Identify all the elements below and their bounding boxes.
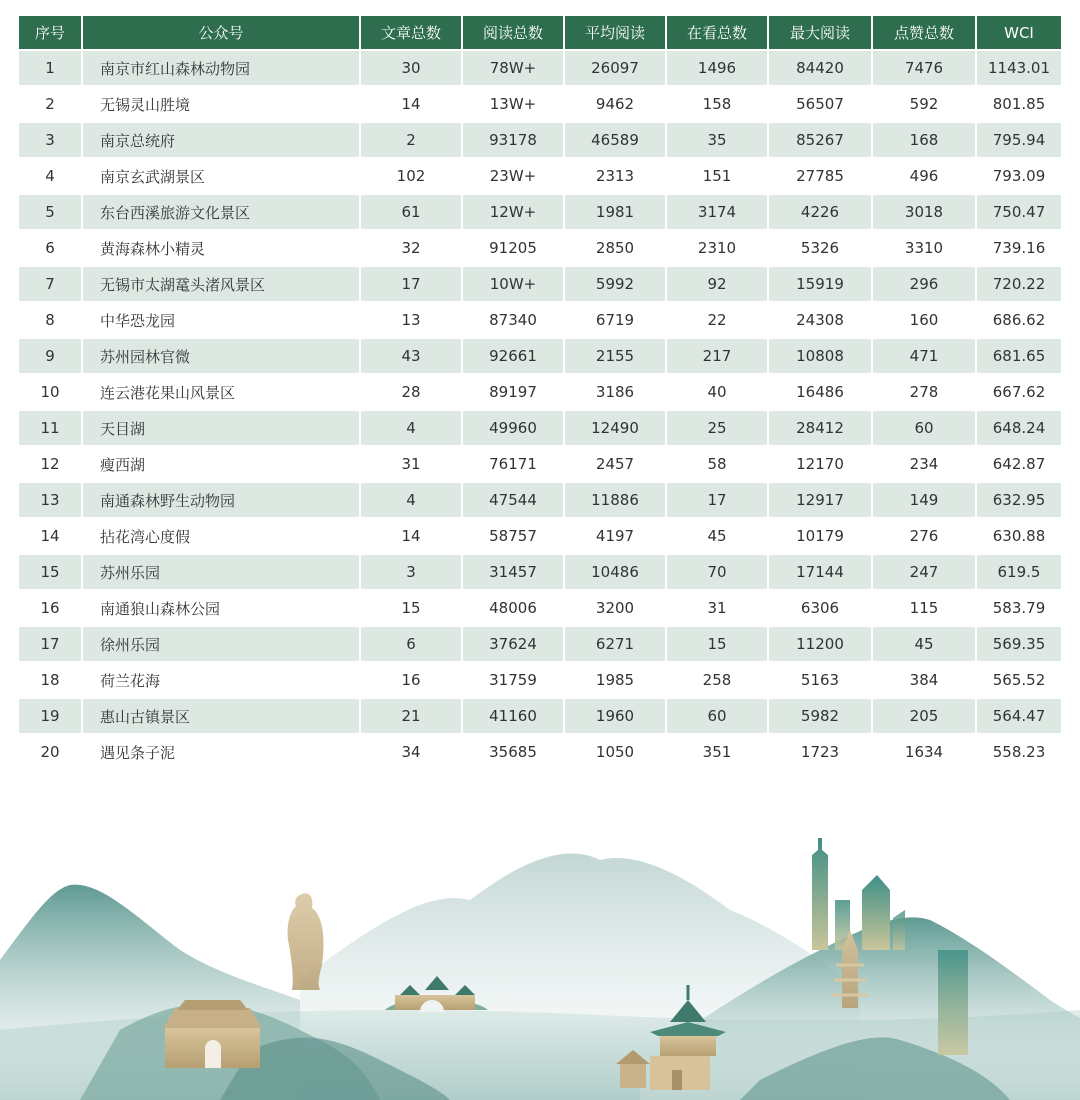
- header-total-likes-seen: 在看总数: [667, 16, 767, 51]
- cell-rank: 5: [19, 195, 81, 231]
- cell-wci: 1143.01: [977, 51, 1061, 87]
- cell-max-reads: 12917: [769, 483, 871, 519]
- cell-account: 南通狼山森林公园: [83, 591, 359, 627]
- cell-max-reads: 24308: [769, 303, 871, 339]
- table-row: [19, 267, 1061, 303]
- cell-max-reads: 56507: [769, 87, 871, 123]
- cell-total-upvotes: 149: [873, 483, 975, 519]
- cell-total-seen: 17: [667, 483, 767, 519]
- cell-max-reads: 5982: [769, 699, 871, 735]
- cell-avg-reads: 9462: [565, 87, 665, 123]
- cell-rank: 7: [19, 267, 81, 303]
- cell-rank: 2: [19, 87, 81, 123]
- cell-total-seen: 1496: [667, 51, 767, 87]
- cell-wci: 681.65: [977, 339, 1061, 375]
- cell-total-seen: 351: [667, 735, 767, 771]
- cell-wci: 642.87: [977, 447, 1061, 483]
- cell-total-reads: 92661: [463, 339, 563, 375]
- table-row: [19, 51, 1061, 87]
- cell-account: 徐州乐园: [83, 627, 359, 663]
- cell-total-seen: 258: [667, 663, 767, 699]
- cell-rank: 6: [19, 231, 81, 267]
- table-row: [19, 123, 1061, 159]
- cell-articles: 3: [361, 555, 461, 591]
- cell-rank: 9: [19, 339, 81, 375]
- cell-total-reads: 78W+: [463, 51, 563, 87]
- cell-rank: 8: [19, 303, 81, 339]
- cell-account: 苏州园林官微: [83, 339, 359, 375]
- table-row: [19, 87, 1061, 123]
- table-body: [19, 51, 1061, 771]
- cell-max-reads: 1723: [769, 735, 871, 771]
- cell-articles: 30: [361, 51, 461, 87]
- cell-avg-reads: 3200: [565, 591, 665, 627]
- cell-account: 无锡灵山胜境: [83, 87, 359, 123]
- cell-wci: 720.22: [977, 267, 1061, 303]
- cell-avg-reads: 2155: [565, 339, 665, 375]
- cell-account: 南京玄武湖景区: [83, 159, 359, 195]
- cell-articles: 4: [361, 411, 461, 447]
- cell-total-upvotes: 1634: [873, 735, 975, 771]
- cell-total-reads: 10W+: [463, 267, 563, 303]
- cell-articles: 61: [361, 195, 461, 231]
- cell-rank: 14: [19, 519, 81, 555]
- cell-avg-reads: 1985: [565, 663, 665, 699]
- cell-total-upvotes: 496: [873, 159, 975, 195]
- cell-articles: 13: [361, 303, 461, 339]
- statue-figure: [288, 893, 324, 990]
- cell-total-reads: 31457: [463, 555, 563, 591]
- cell-account: 苏州乐园: [83, 555, 359, 591]
- cell-max-reads: 4226: [769, 195, 871, 231]
- cell-wci: 750.47: [977, 195, 1061, 231]
- cell-wci: 648.24: [977, 411, 1061, 447]
- cell-total-reads: 35685: [463, 735, 563, 771]
- table-row: [19, 339, 1061, 375]
- cell-max-reads: 10808: [769, 339, 871, 375]
- cell-account: 遇见条子泥: [83, 735, 359, 771]
- cell-total-seen: 22: [667, 303, 767, 339]
- table-row: [19, 555, 1061, 591]
- cell-account: 南京总统府: [83, 123, 359, 159]
- cell-max-reads: 16486: [769, 375, 871, 411]
- cell-total-seen: 151: [667, 159, 767, 195]
- cell-articles: 4: [361, 483, 461, 519]
- cell-avg-reads: 10486: [565, 555, 665, 591]
- header-avg-reads: 平均阅读: [565, 16, 665, 51]
- cell-avg-reads: 4197: [565, 519, 665, 555]
- cell-account: 东台西溪旅游文化景区: [83, 195, 359, 231]
- cell-total-upvotes: 276: [873, 519, 975, 555]
- cell-total-seen: 25: [667, 411, 767, 447]
- table-row: [19, 627, 1061, 663]
- cell-account: 瘦西湖: [83, 447, 359, 483]
- header-total-upvotes: 点赞总数: [873, 16, 975, 51]
- cell-avg-reads: 1050: [565, 735, 665, 771]
- table-row: [19, 483, 1061, 519]
- cell-avg-reads: 6719: [565, 303, 665, 339]
- cell-total-upvotes: 247: [873, 555, 975, 591]
- table-row: [19, 447, 1061, 483]
- cell-articles: 17: [361, 267, 461, 303]
- cell-wci: 667.62: [977, 375, 1061, 411]
- cell-articles: 2: [361, 123, 461, 159]
- cell-wci: 630.88: [977, 519, 1061, 555]
- cell-total-seen: 60: [667, 699, 767, 735]
- cell-total-seen: 158: [667, 87, 767, 123]
- table-row: [19, 159, 1061, 195]
- cell-wci: 632.95: [977, 483, 1061, 519]
- cell-avg-reads: 3186: [565, 375, 665, 411]
- cell-max-reads: 84420: [769, 51, 871, 87]
- cell-total-seen: 2310: [667, 231, 767, 267]
- cell-articles: 32: [361, 231, 461, 267]
- cell-total-upvotes: 278: [873, 375, 975, 411]
- cell-wci: 801.85: [977, 87, 1061, 123]
- cell-total-reads: 48006: [463, 591, 563, 627]
- cell-avg-reads: 12490: [565, 411, 665, 447]
- cell-total-upvotes: 234: [873, 447, 975, 483]
- cell-max-reads: 28412: [769, 411, 871, 447]
- ranking-table-container: [19, 16, 1057, 771]
- cell-wci: 739.16: [977, 231, 1061, 267]
- table-row: [19, 375, 1061, 411]
- cell-wci: 569.35: [977, 627, 1061, 663]
- cell-total-reads: 23W+: [463, 159, 563, 195]
- cell-account: 无锡市太湖鼋头渚风景区: [83, 267, 359, 303]
- cell-rank: 3: [19, 123, 81, 159]
- header-total-reads: 阅读总数: [463, 16, 563, 51]
- header-account: 公众号: [83, 16, 359, 51]
- cell-total-upvotes: 205: [873, 699, 975, 735]
- cell-total-seen: 92: [667, 267, 767, 303]
- cell-total-upvotes: 115: [873, 591, 975, 627]
- cell-total-seen: 40: [667, 375, 767, 411]
- cell-max-reads: 11200: [769, 627, 871, 663]
- cell-account: 天目湖: [83, 411, 359, 447]
- cell-rank: 1: [19, 51, 81, 87]
- cell-articles: 21: [361, 699, 461, 735]
- cell-total-reads: 49960: [463, 411, 563, 447]
- cell-avg-reads: 2457: [565, 447, 665, 483]
- cell-avg-reads: 1981: [565, 195, 665, 231]
- cell-max-reads: 85267: [769, 123, 871, 159]
- cell-wci: 565.52: [977, 663, 1061, 699]
- cell-total-seen: 70: [667, 555, 767, 591]
- cell-max-reads: 27785: [769, 159, 871, 195]
- cell-avg-reads: 1960: [565, 699, 665, 735]
- table-row: [19, 519, 1061, 555]
- cell-rank: 11: [19, 411, 81, 447]
- cell-total-seen: 45: [667, 519, 767, 555]
- cell-articles: 6: [361, 627, 461, 663]
- landscape-illustration: [0, 800, 1080, 1100]
- cell-total-upvotes: 3018: [873, 195, 975, 231]
- cell-wci: 564.47: [977, 699, 1061, 735]
- cell-articles: 28: [361, 375, 461, 411]
- cell-total-reads: 37624: [463, 627, 563, 663]
- cell-total-reads: 89197: [463, 375, 563, 411]
- cell-articles: 15: [361, 591, 461, 627]
- cell-avg-reads: 5992: [565, 267, 665, 303]
- cell-rank: 20: [19, 735, 81, 771]
- cell-total-upvotes: 45: [873, 627, 975, 663]
- cell-account: 荷兰花海: [83, 663, 359, 699]
- table-row: [19, 663, 1061, 699]
- table-row: [19, 735, 1061, 771]
- cell-total-reads: 91205: [463, 231, 563, 267]
- cell-total-reads: 12W+: [463, 195, 563, 231]
- cell-articles: 34: [361, 735, 461, 771]
- table-row: [19, 699, 1061, 735]
- ranking-table: [17, 16, 1063, 771]
- header-max-reads: 最大阅读: [769, 16, 871, 51]
- table-row: [19, 591, 1061, 627]
- cell-total-upvotes: 592: [873, 87, 975, 123]
- cell-max-reads: 17144: [769, 555, 871, 591]
- table-row: [19, 411, 1061, 447]
- cell-wci: 558.23: [977, 735, 1061, 771]
- table-row: [19, 303, 1061, 339]
- cell-total-reads: 47544: [463, 483, 563, 519]
- cell-rank: 16: [19, 591, 81, 627]
- cell-total-upvotes: 168: [873, 123, 975, 159]
- cell-articles: 14: [361, 87, 461, 123]
- cell-total-upvotes: 384: [873, 663, 975, 699]
- cell-account: 南通森林野生动物园: [83, 483, 359, 519]
- cell-rank: 15: [19, 555, 81, 591]
- cell-total-upvotes: 296: [873, 267, 975, 303]
- cell-avg-reads: 26097: [565, 51, 665, 87]
- cell-articles: 43: [361, 339, 461, 375]
- cell-avg-reads: 46589: [565, 123, 665, 159]
- cell-wci: 583.79: [977, 591, 1061, 627]
- cell-account: 连云港花果山风景区: [83, 375, 359, 411]
- cell-avg-reads: 6271: [565, 627, 665, 663]
- cell-wci: 793.09: [977, 159, 1061, 195]
- cell-account: 南京市红山森林动物园: [83, 51, 359, 87]
- cell-total-reads: 31759: [463, 663, 563, 699]
- table-header-row: [19, 16, 1061, 51]
- cell-articles: 31: [361, 447, 461, 483]
- cell-account: 中华恐龙园: [83, 303, 359, 339]
- cell-total-upvotes: 60: [873, 411, 975, 447]
- cell-account: 惠山古镇景区: [83, 699, 359, 735]
- cell-rank: 13: [19, 483, 81, 519]
- cell-rank: 17: [19, 627, 81, 663]
- cell-total-reads: 76171: [463, 447, 563, 483]
- cell-total-reads: 93178: [463, 123, 563, 159]
- cell-wci: 686.62: [977, 303, 1061, 339]
- cell-total-upvotes: 3310: [873, 231, 975, 267]
- cell-rank: 19: [19, 699, 81, 735]
- cell-total-upvotes: 7476: [873, 51, 975, 87]
- header-wci: WCI: [977, 16, 1061, 51]
- table-row: [19, 195, 1061, 231]
- cell-account: 拈花湾心度假: [83, 519, 359, 555]
- cell-total-upvotes: 160: [873, 303, 975, 339]
- cell-total-seen: 35: [667, 123, 767, 159]
- cell-total-seen: 31: [667, 591, 767, 627]
- cell-avg-reads: 2313: [565, 159, 665, 195]
- cell-max-reads: 5163: [769, 663, 871, 699]
- cell-articles: 16: [361, 663, 461, 699]
- cell-account: 黄海森林小精灵: [83, 231, 359, 267]
- cell-total-seen: 217: [667, 339, 767, 375]
- cell-rank: 4: [19, 159, 81, 195]
- cell-total-reads: 87340: [463, 303, 563, 339]
- cell-total-reads: 13W+: [463, 87, 563, 123]
- cell-avg-reads: 11886: [565, 483, 665, 519]
- cell-rank: 10: [19, 375, 81, 411]
- city-gate-building: [163, 1000, 262, 1068]
- cell-total-upvotes: 471: [873, 339, 975, 375]
- header-rank: 序号: [19, 16, 81, 51]
- cell-total-seen: 3174: [667, 195, 767, 231]
- cell-max-reads: 6306: [769, 591, 871, 627]
- cell-wci: 795.94: [977, 123, 1061, 159]
- cell-rank: 12: [19, 447, 81, 483]
- cell-max-reads: 15919: [769, 267, 871, 303]
- cell-articles: 14: [361, 519, 461, 555]
- cell-max-reads: 12170: [769, 447, 871, 483]
- cell-total-reads: 41160: [463, 699, 563, 735]
- cell-max-reads: 5326: [769, 231, 871, 267]
- cell-max-reads: 10179: [769, 519, 871, 555]
- cell-wci: 619.5: [977, 555, 1061, 591]
- cell-total-seen: 58: [667, 447, 767, 483]
- table-row: [19, 231, 1061, 267]
- cell-articles: 102: [361, 159, 461, 195]
- cell-total-seen: 15: [667, 627, 767, 663]
- cell-total-reads: 58757: [463, 519, 563, 555]
- header-articles: 文章总数: [361, 16, 461, 51]
- cell-rank: 18: [19, 663, 81, 699]
- cell-avg-reads: 2850: [565, 231, 665, 267]
